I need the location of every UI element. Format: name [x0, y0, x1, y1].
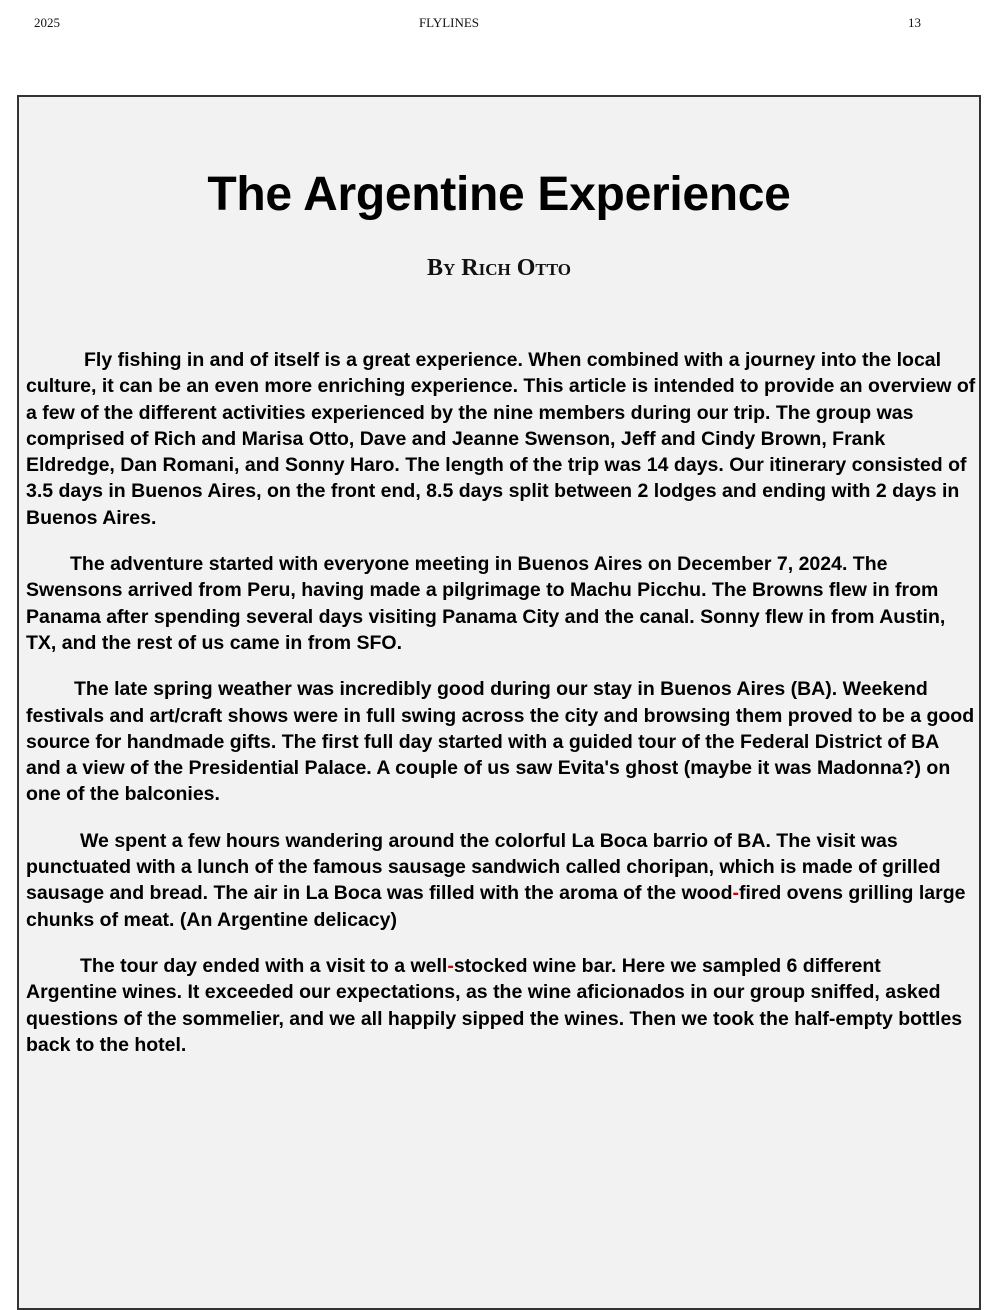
body-paragraph: Fly fishing in and of itself is a great experience. When combined with a journey into the local culture, it can be an even more enriching experience. This article is intended to provide an overview of a few of the different activities experienced by the nine members during our trip. The group was comprised of Rich and Marisa Otto, Dave and Jeanne Swenson, Jeff and Cindy Brown, Frank Eldredge, Dan Romani, and Sonny Haro. The length of the trip was 14 days. Our itinerary consisted of 3.5 days in Buenos Aires, on the front end, 8.5 days split between 2 lodges and ending with 2 days in Buenos Aires. — [26, 349, 976, 529]
paragraph-text: We spent a few hours wandering around the colorful La Boca barrio of BA. The visit was punctuated with a lunch of the famous sausage sandwich called choripan, which is made of grilled sausage and bread. The air in La Boca was filled with the aroma of the wood — [26, 829, 941, 905]
highlighted-hyphen: - — [732, 882, 739, 905]
paragraph-text: stocked wine bar. Here we sampled 6 different Argentine wines. It exceeded our expectations, as the wine aficionados in our group sniffed, asked questions of the sommelier, and we all happily sipped the wines. Then we took the half-empty bottles back to the hotel. — [26, 954, 963, 1056]
article-box — [17, 95, 981, 1310]
paragraph-text: fired ovens grilling large chunks of meat. (An Argentine delicacy) — [26, 882, 966, 931]
highlighted-hyphen: - — [447, 954, 454, 977]
article-title: The Argentine Experience — [207, 168, 791, 221]
header-magazine-name: FLYLINES — [418, 15, 480, 30]
body-paragraph: The adventure started with everyone meeting in Buenos Aires on December 7, 2024. The Swensons arrived from Peru, having made a pilgrimage to Machu Picchu. The Browns flew in from Panama after spending several days visiting Panama City and the canal. Sonny flew in from Austin, TX, and the rest of us came in from SFO. — [26, 553, 946, 654]
body-paragraph: The late spring weather was incredibly good during our stay in Buenos Aires (BA). Weekend festivals and art/craft shows were in full swing across the city and browsing them proved to be a good source for handmade gifts. The first full day started with a guided tour of the Federal District of BA and a view of the Presidential Palace. A couple of us saw Evita's ghost (maybe it was Madonna?) on one of the balconies. — [26, 678, 975, 806]
body-paragraph — [26, 828, 976, 933]
header-page-number: 13 — [908, 15, 921, 30]
header-year: 2025 — [34, 15, 60, 30]
body-paragraph — [26, 953, 976, 1058]
article-byline: By Rich Otto — [427, 255, 571, 281]
article-body — [26, 347, 976, 1078]
paragraph-text: The tour day ended with a visit to a well — [80, 954, 448, 977]
